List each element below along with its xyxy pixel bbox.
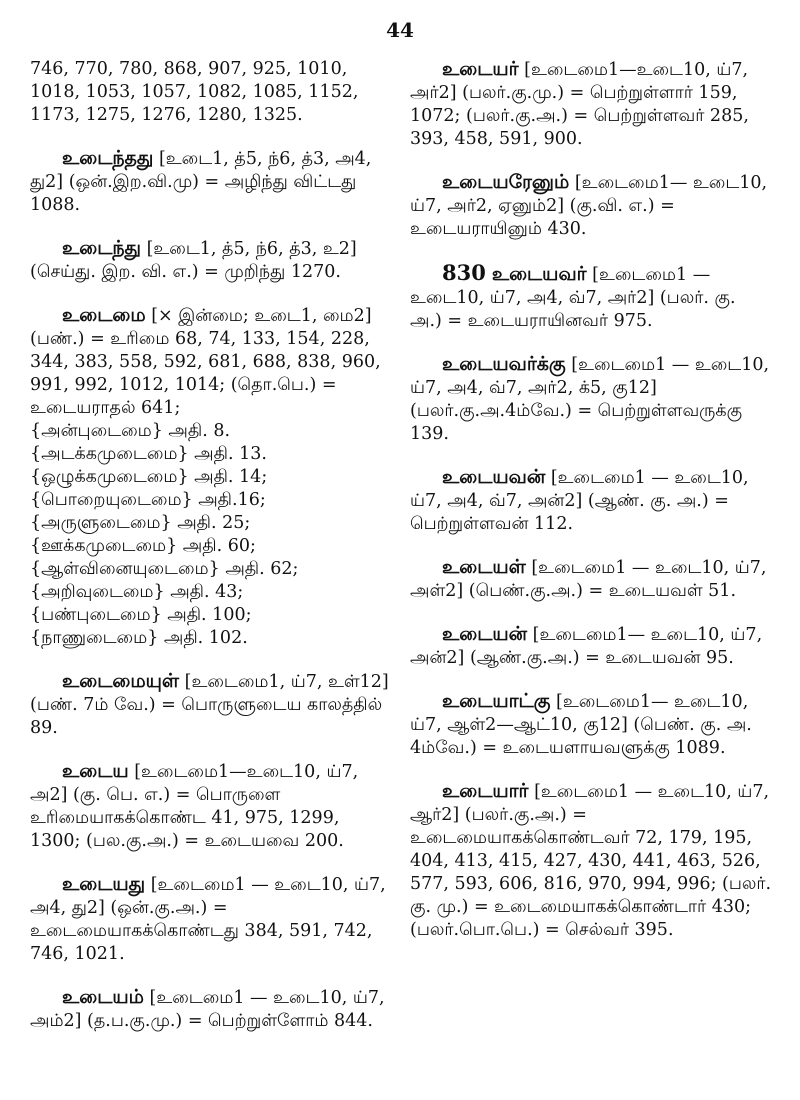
dictionary-entry (30, 670, 392, 740)
dictionary-entry (410, 556, 772, 603)
dictionary-entry (410, 261, 772, 333)
headword: உடையாட்கு (442, 690, 551, 712)
headword: உடையர் (442, 58, 519, 80)
headword: உடையவன் (442, 466, 546, 488)
chapter-item: {ஆள்வினையுடைமை} அதி. 62; (30, 559, 299, 579)
entry-body: [உடைமை1— உடை10, ய்7, அன்2] (ஆண்.கு.அ.) = உடையவன் 95. (410, 625, 763, 668)
page-number: 44 (386, 18, 414, 42)
dictionary-entry (30, 147, 392, 217)
entry-body: [உடைமை1 — உடை10, ய்7, அள்2] (பெண்.கு.அ.) = உடையவள் 51. (410, 558, 767, 601)
entry-body: [உடைமை1 — உடை10, ய்7, ஆர்2] (பலர்.கு.அ.) = உடைமையாகக்கொண்டவர் 72, 179, 195, 404, 413, 415, 427, 430, 441, 463, 526, 577, 593, 606, 816, 970, 994, 996; (பலர். கு. மு.) = உடைமையாகக்கொண்டார் 430; (பலர்.பொ.பெ.) = செல்வர் 395. (410, 782, 772, 940)
right-column (410, 58, 772, 962)
dictionary-entry (410, 466, 772, 536)
left-column (30, 58, 392, 1053)
chapter-item: {அறிவுடைமை} அதி. 43; (30, 582, 244, 602)
chapter-item: {நாணுடைமை} அதி. 102. (30, 628, 248, 648)
entry-body: [× இன்மை; உடை1, மை2] (பண்.) = உரிமை 68, 74, 133, 154, 228, 344, 383, 558, 592, 681, 688, 838, 960, 991, 992, 1012, 1014; (தொ.பெ.) = உடையராதல் 641; (30, 306, 381, 418)
dictionary-entry (30, 760, 392, 853)
headword: உடைந்து (62, 237, 142, 259)
dictionary-entry (30, 304, 392, 650)
entry-body: [உடைமை1 — உடை10, ய்7, அ4, வ்7, அன்2] (ஆண். கு. அ.) = பெற்றுள்ளவன் 112. (410, 468, 749, 534)
headword: உடைமையுள் (62, 670, 180, 692)
entry-body: [உடை1, த்5, ந்6, த்3, அ4, து2] (ஒன்.இற.வி.மு) = அழிந்து விட்டது 1088. (30, 149, 372, 215)
continuation-entry (30, 58, 392, 127)
entry-body: [உடைமை1— உடை10, ய்7, அர்2, ஏனும்2] (கு.வி. எ.) = உடையராயினும் 430. (410, 173, 768, 239)
entry-body: [உடைமை1— உடை10, ய்7, ஆள்2—ஆட்10, கு12] (பெண். கு. அ. 4ம்வே.) = உடையளாயவளுக்கு 1089. (410, 692, 752, 758)
headword: உடையார் (442, 780, 529, 802)
entry-number: 830 (442, 260, 486, 285)
dictionary-entry (30, 986, 392, 1033)
headword: உடையள் (442, 556, 526, 578)
chapter-item: {ஒழுக்கமுடைமை} அதி. 14; (30, 467, 268, 487)
entry-body: [உடைமை1—உடை10, ய்7, அர்2] (பலர்.கு.மு.) = பெற்றுள்ளார் 159, 1072; (பலர்.கு.அ.) = பெற்றுள்ளவர் 285, 393, 458, 591, 900. (410, 60, 749, 149)
headword: உடையது (62, 873, 146, 895)
dictionary-entry (410, 780, 772, 942)
entry-body: [உடைமை1, ய்7, உள்12] (பண். 7ம் வே.) = பொருளுடைய காலத்தில் 89. (30, 672, 389, 738)
dictionary-entry (410, 58, 772, 151)
entry-body: [உடைமை1—உடை10, ய்7, அ2] (கு. பெ. எ.) = பொருளை உரிமையாகக்கொண்ட 41, 975, 1299, 1300; (பல.கு.அ.) = உடையவை 200. (30, 762, 359, 851)
dictionary-entry (410, 623, 772, 670)
headword: உடையவர்க்கு (442, 353, 566, 375)
chapter-list (30, 420, 392, 650)
chapter-item: {அடக்கமுடைமை} அதி. 13. (30, 444, 267, 464)
chapter-item: {அன்புடைமை} அதி. 8. (30, 421, 231, 441)
headword: உடைமை (62, 304, 146, 326)
entry-body: [உடைமை1 — உடை10, ய்7, அ4, வ்7, அர்2, க்5, கு12] (பலர்.கு.அ.4ம்வே.) = பெற்றுள்ளவருக்கு 139. (410, 355, 770, 444)
chapter-item: {அருளுடைமை} அதி. 25; (30, 513, 251, 533)
continuation-text: 746, 770, 780, 868, 907, 925, 1010, 1018, 1053, 1057, 1082, 1085, 1152, 1173, 1275, 1276, 1280, 1325. (30, 59, 359, 125)
entry-body: [உடைமை1 — உடை10, ய்7, அ4, து2] (ஒன்.கு.அ.) = உடைமையாகக்கொண்டது 384, 591, 742, 746, 1021. (30, 875, 386, 964)
dictionary-entry (410, 353, 772, 446)
chapter-item: {பொறையுடைமை} அதி.16; (30, 490, 266, 510)
headword: உடையரேனும் (442, 171, 570, 193)
headword: உடைந்தது (62, 147, 154, 169)
entry-body: [உடை1, த்5, ந்6, த்3, உ2] (செய்து. இற. வி. எ.) = முறிந்து 1270. (30, 239, 357, 282)
headword: உடைய (62, 760, 129, 782)
headword: உடையவர் (491, 263, 587, 285)
dictionary-entry (30, 237, 392, 284)
headword: உடையம் (62, 986, 144, 1008)
dictionary-entry (30, 873, 392, 966)
chapter-item: {ஊக்கமுடைமை} அதி. 60; (30, 536, 256, 556)
chapter-item: {பண்புடைமை} அதி. 100; (30, 605, 252, 625)
entry-body: [உடைமை1 — உடை10, ய்7, அம்2] (த.ப.கு.மு.) = பெற்றுள்ளோம் 844. (30, 988, 385, 1031)
entry-body: [உடைமை1 —உடை10, ய்7, அ4, வ்7, அர்2] (பலர். கு. அ.) = உடையராயினவர் 975. (410, 265, 736, 331)
headword: உடையன் (442, 623, 528, 645)
dictionary-entry (410, 690, 772, 760)
dictionary-entry (410, 171, 772, 241)
